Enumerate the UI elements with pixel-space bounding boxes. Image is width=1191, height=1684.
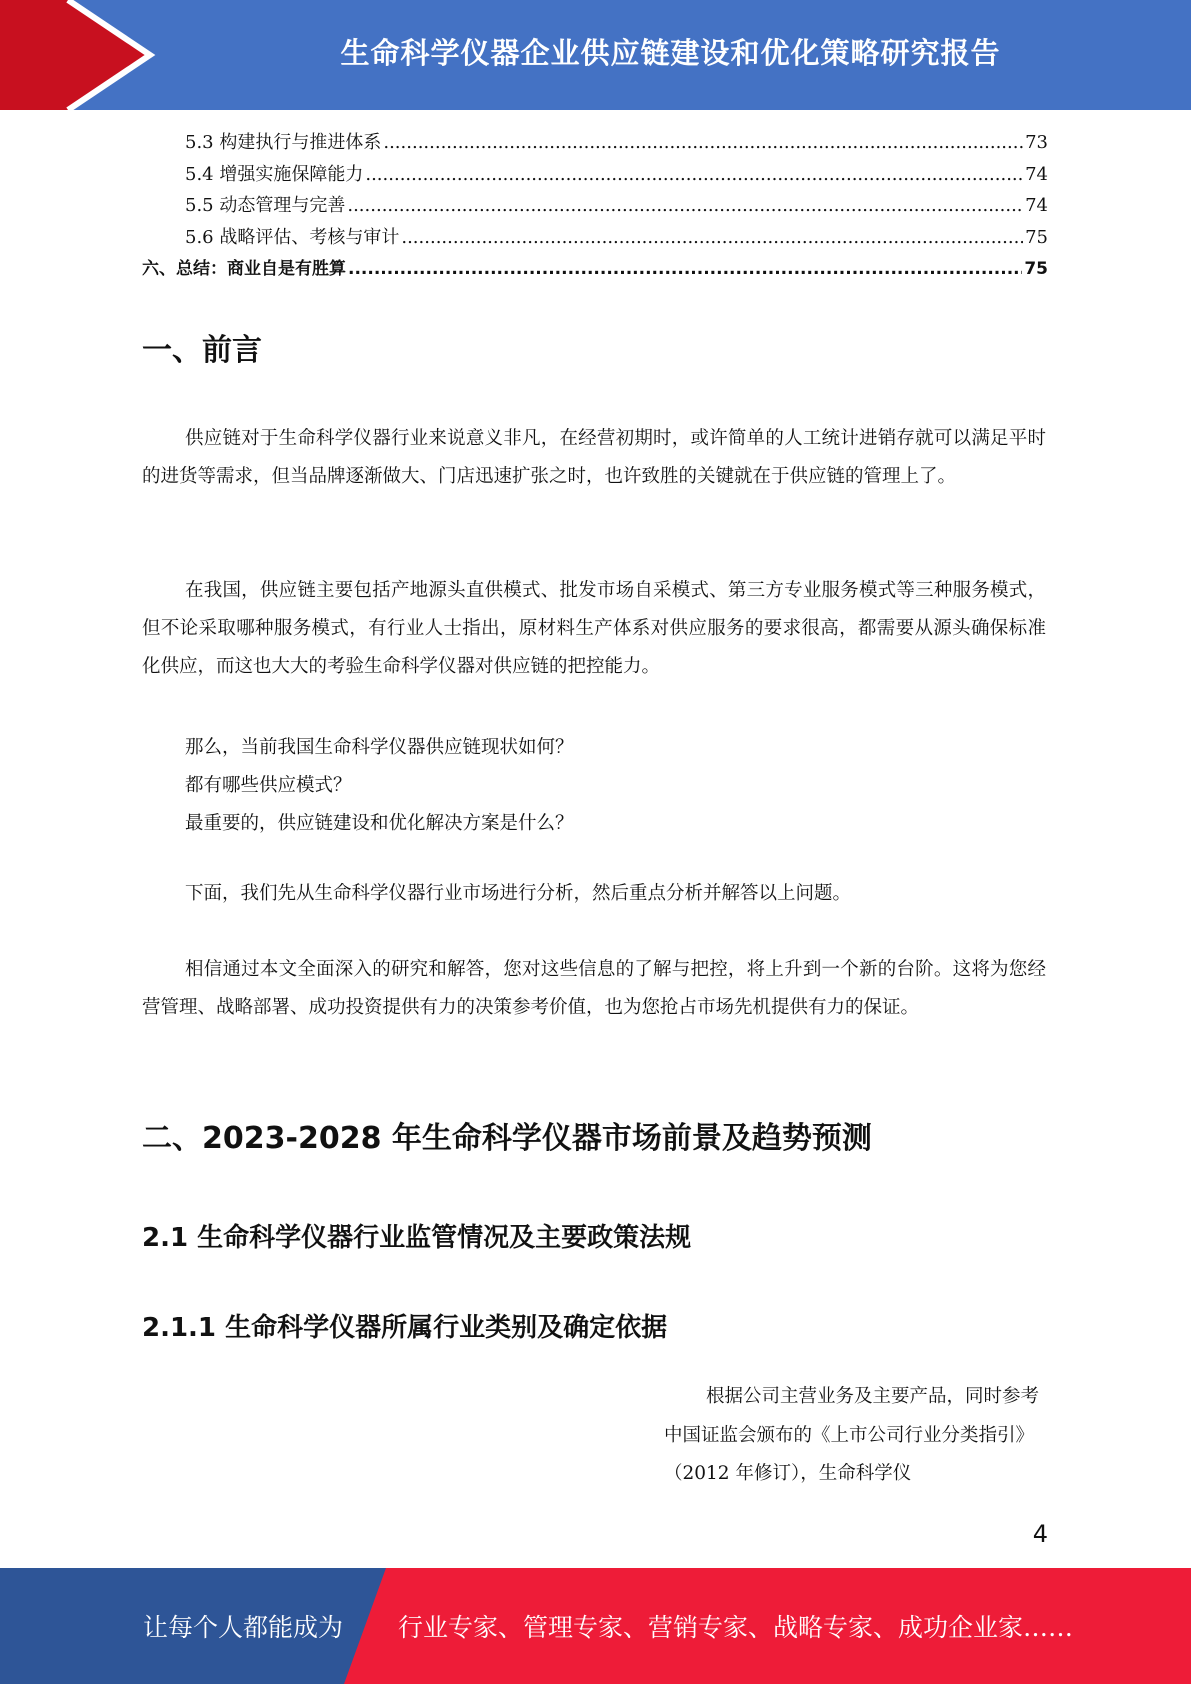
footer-slogan-right: 行业专家、管理专家、营销专家、战略专家、成功企业家……: [398, 1613, 1074, 1642]
page-footer: [0, 1568, 1191, 1684]
toc-entry-label: 5.4 增强实施保障能力: [185, 163, 364, 185]
paragraph: 下面，我们先从生命科学仪器行业市场进行分析，然后重点分析并解答以上问题。: [185, 883, 852, 904]
toc-entry-page: 75: [1025, 226, 1048, 248]
toc-leader-dots: [401, 227, 1023, 248]
question-line: 最重要的，供应链建设和优化解决方案是什么？: [185, 813, 574, 834]
table-of-contents: [142, 128, 1048, 286]
toc-entry[interactable]: [142, 128, 1048, 160]
paragraph: 根据公司主营业务及主要产品，同时参考中国证监会颁布的《上市公司行业分类指引》（2012 年修订），生命科学仪: [664, 1386, 1040, 1484]
toc-entry-label: 六、总结：商业自是有胜算: [142, 259, 346, 279]
toc-leader-dots: [365, 164, 1023, 185]
toc-entry[interactable]: [142, 160, 1048, 192]
paragraph: 在我国，供应链主要包括产地源头直供模式、批发市场自采模式、第三方专业服务模式等三种服务模式，但不论采取哪种服务模式，有行业人士指出，原材料生产体系对供应服务的要求很高，都需要从源头确保标准化供应，而这也大大的考验生命科学仪器对供应链的把控能力。: [142, 580, 1046, 677]
toc-leader-dots: [347, 195, 1023, 216]
toc-entry-page: 75: [1024, 259, 1048, 279]
toc-entry-label: 5.5 动态管理与完善: [185, 195, 346, 216]
toc-entry-chapter[interactable]: [142, 254, 1048, 286]
section-heading-preface: 一、前言: [142, 333, 262, 368]
toc-entry[interactable]: [142, 223, 1048, 255]
page-header: [0, 0, 1191, 110]
subsection-heading: 2.1 生命科学仪器行业监管情况及主要政策法规: [142, 1223, 692, 1253]
subsubsection-heading: 2.1.1 生命科学仪器所属行业类别及确定依据: [142, 1313, 668, 1343]
toc-leader-dots: [348, 259, 1022, 279]
question-line: 那么，当前我国生命科学仪器供应链现状如何？: [185, 737, 574, 758]
toc-entry[interactable]: [142, 191, 1048, 223]
toc-leader-dots: [383, 132, 1023, 153]
paragraph: 供应链对于生命科学仪器行业来说意义非凡，在经营初期时，或许简单的人工统计进销存就可以满足平时的进货等需求，但当品牌逐渐做大、门店迅速扩张之时，也许致胜的关键就在于供应链的管理上了。: [142, 428, 1046, 487]
toc-entry-page: 74: [1025, 195, 1048, 216]
header-title: 生命科学仪器企业供应链建设和优化策略研究报告: [340, 35, 1001, 70]
toc-entry-page: 74: [1025, 163, 1048, 185]
paragraph: 相信通过本文全面深入的研究和解答，您对这些信息的了解与把控，将上升到一个新的台阶。这将为您经营管理、战略部署、成功投资提供有力的决策参考价值，也为您抢占市场先机提供有力的保证。: [142, 959, 1046, 1018]
section-heading-chapter-2: 二、2023-2028 年生命科学仪器市场前景及趋势预测: [142, 1121, 872, 1156]
footer-slogan-left: 让每个人都能成为: [143, 1613, 344, 1642]
toc-entry-page: 73: [1025, 132, 1048, 153]
page-number: 4: [1032, 1520, 1048, 1548]
toc-entry-label: 5.3 构建执行与推进体系: [185, 132, 382, 153]
toc-entry-label: 5.6 战略评估、考核与审计: [185, 226, 400, 248]
question-line: 都有哪些供应模式？: [185, 775, 352, 796]
